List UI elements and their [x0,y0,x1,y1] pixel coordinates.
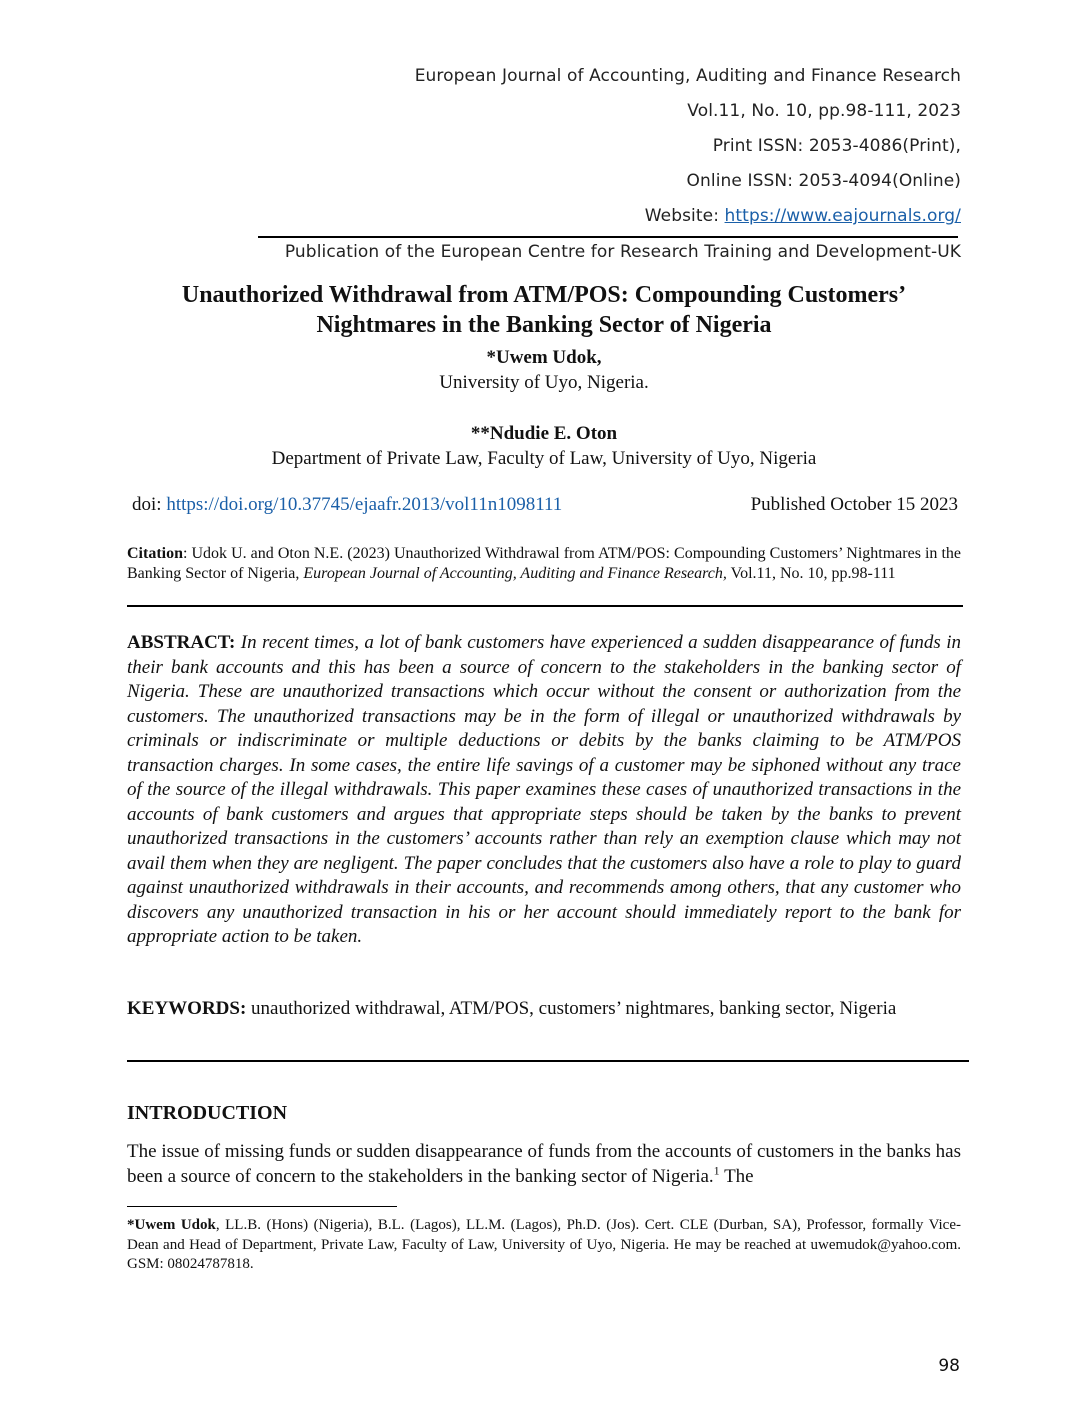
author-1-affiliation: University of Uyo, Nigeria. [439,372,649,393]
citation-label: Citation [127,545,183,562]
introduction-body: The issue of missing funds or sudden disappearance of funds from the accounts of customers in the banks has been a source of concern to the stakeholders in the banking sector of Nigeria. [127,1141,961,1187]
website-link[interactable]: https://www.eajournals.org/ [724,206,961,226]
citation-rule [127,605,963,607]
title-line-2: Nightmares in the Banking Sector of Nigeria [316,312,772,338]
author-1-name: *Uwem Udok, [486,347,602,368]
doi-link[interactable]: https://doi.org/10.37745/ejaafr.2013/vol11n1098111 [166,494,563,515]
keywords-rule [127,1060,969,1062]
author-2-affiliation: Department of Private Law, Faculty of Law, University of Uyo, Nigeria [271,448,817,469]
citation-journal: European Journal of Accounting, Auditing and Finance Research, [303,564,727,582]
volume-info: Vol.11, No. 10, pp.98-111, 2023 [687,101,961,121]
introduction-text [127,1140,961,1189]
journal-name: European Journal of Accounting, Auditing and Finance Research [414,66,961,86]
page-number: 98 [938,1356,960,1376]
footnote [127,1216,961,1275]
introduction-heading: INTRODUCTION [127,1102,288,1124]
citation-text: : Udok U. and Oton N.E. (2023) Unauthorized Withdrawal from ATM/POS: Compounding Customers’ Nightmares in the Banking Sector of Nigeria, [127,545,961,582]
footnote-rule [127,1206,397,1207]
website-line [645,206,961,226]
abstract-text: In recent times, a lot of bank customers have experienced a sudden disappearance of funds in their bank accounts and this has been a source of concern to the stakeholders in the banking sector of Nigeria. These are unauthorized transactions which occur without the consent or authorization from the customers. The unauthorized transactions may be in the form of illegal or unauthorized withdrawals by criminals or indiscriminate or multiple deductions or debits by the banks claiming to be ATM/POS transaction charges. In some cases, the entire life savings of a customer may be siphoned without any trace of the source of the illegal withdrawals. This paper examines these cases of unauthorized transactions in the accounts of bank customers and argues that appropriate steps should be taken by the banks to prevent unauthorized transactions in the customers’ accounts rather than rely an exemption clause which may not avail them when they are negligent. The paper concludes that the customers also have a role to play to guard against unauthorized withdrawals in their accounts, and recommends among others, that any customer who discovers any unauthorized transaction in his or her account should immediately report to the bank for appropriate action to be taken. [127,632,961,947]
citation-volume: Vol.11, No. 10, pp.98-111 [726,564,896,582]
article-title [130,280,958,340]
published-date: Published October 15 2023 [750,494,958,515]
introduction-continued: The [719,1165,754,1187]
publisher-line: Publication of the European Centre for Research Training and Development-UK [284,242,961,262]
abstract [127,631,961,950]
header-rule [258,236,958,238]
print-issn: Print ISSN: 2053-4086(Print), [712,136,961,156]
keywords-text: unauthorized withdrawal, ATM/POS, customers’ nightmares, banking sector, Nigeria [246,998,897,1019]
abstract-label: ABSTRACT: [127,632,236,653]
doi-label: doi: [132,494,167,515]
footnote-ref: 1 [713,1163,720,1178]
website-label: Website: [644,206,725,226]
title-line-1: Unauthorized Withdrawal from ATM/POS: Compounding Customers’ [181,282,907,308]
footnote-text: , LL.B. (Hons) (Nigeria), B.L. (Lagos), LL.M. (Lagos), Ph.D. (Jos). Cert. CLE (Durban, SA), Professor, formally Vice-Dean and Head of Department, Private Law, Faculty of Law, University of Uyo, Nigeria. He may be reached at uwemudok@yahoo.com. GSM: 08024787818. [127,1217,961,1272]
citation [127,544,961,583]
keywords [127,997,961,1022]
keywords-label: KEYWORDS: [127,998,247,1019]
author-2-name: **Ndudie E. Oton [470,423,618,444]
online-issn: Online ISSN: 2053-4094(Online) [686,171,961,191]
doi-line [132,494,562,516]
footnote-author: *Uwem Udok [127,1217,216,1233]
